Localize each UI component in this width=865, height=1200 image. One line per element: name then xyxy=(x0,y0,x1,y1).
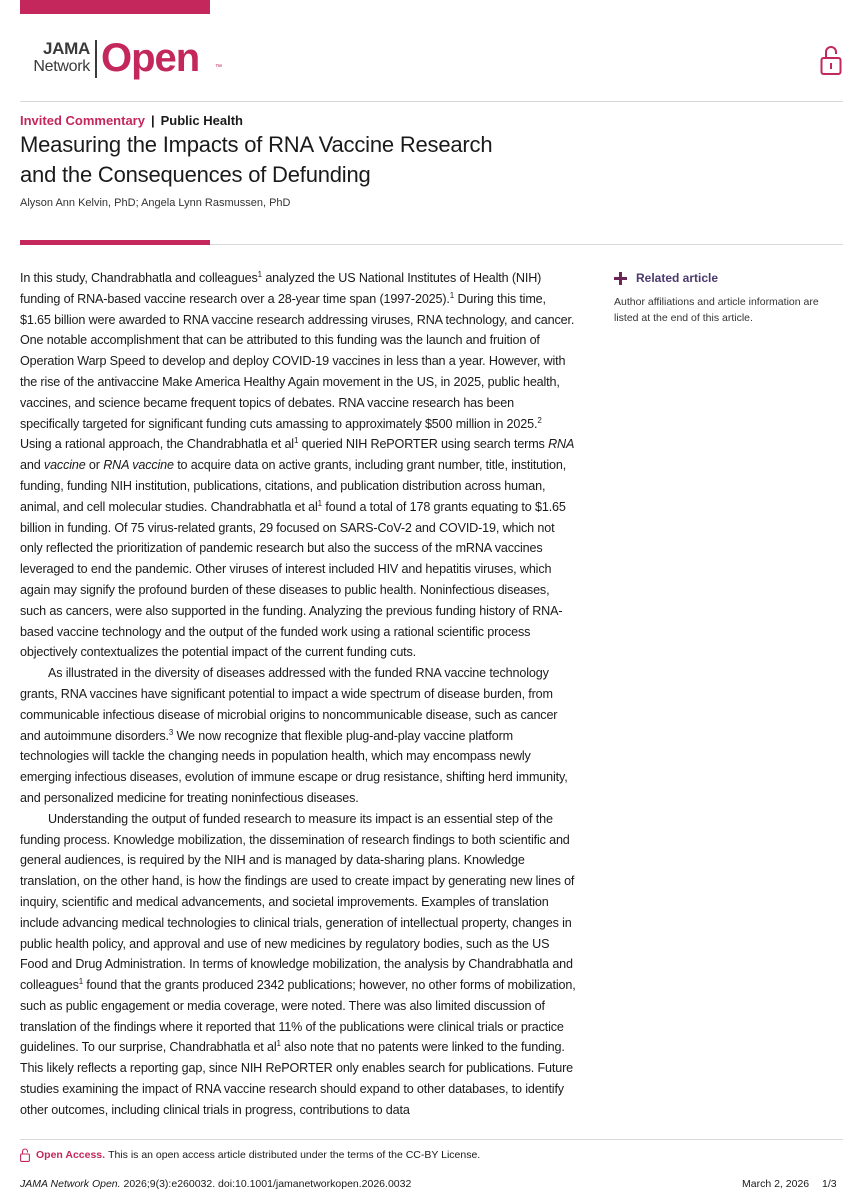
article-title xyxy=(20,130,580,190)
logo-line-jama: JAMA xyxy=(43,39,90,58)
jama-network-open-logo[interactable] xyxy=(18,38,238,82)
page-number: 1/3 xyxy=(822,1178,837,1190)
paragraph-2: As illustrated in the diversity of diseases addressed with the funded RNA vaccine technology grants, RNA vaccines have significant potential to impact a wide spectrum of disease burden, from communicable infectious disease of microbial origins to noncommunicable disease, such as cancer and autoimmune disorders.$^3$ We now recognize that flexible plug-and-play vaccine platform technologies will tackle the changing needs in population health, which may encompass newly emerging infectious diseases, evolution of immune escape or drug resistance, shifting herd immunity, and personalized medicine for treating noninfectious diseases. xyxy=(20,666,568,805)
author-list: Alyson Ann Kelvin, PhD; Angela Lynn Rasmussen, PhD xyxy=(20,197,291,209)
citation-doi: 2026;9(3):e260032. doi:10.1001/jamanetworkopen.2026.0032 xyxy=(123,1178,412,1190)
citation-ref[interactable]: 1 xyxy=(317,498,322,508)
citation-ref[interactable]: 1 xyxy=(78,976,84,986)
open-lock-icon xyxy=(820,44,842,76)
open-access-notice xyxy=(20,1148,480,1162)
logo-trademark: ™ xyxy=(215,64,222,71)
open-access-text: This is an open access article distributed under the terms of the CC-BY License. xyxy=(108,1149,481,1161)
title-accent-bar xyxy=(20,240,210,245)
topic-label[interactable]: Public Health xyxy=(160,113,243,128)
open-access-label[interactable]: Open Access. xyxy=(36,1149,106,1161)
top-accent-bar xyxy=(20,0,210,14)
citation-ref[interactable]: 1 xyxy=(449,290,455,300)
related-article-link[interactable] xyxy=(614,271,844,285)
article-body xyxy=(20,268,576,1121)
journal-name: JAMA Network Open. xyxy=(20,1178,121,1190)
citation-ref[interactable]: 2 xyxy=(537,415,542,425)
paragraph-3: Understanding the output of funded research to measure its impact is an essential step of the funding process. Knowledge mobilization, the dissemination of research findings to both scientific and general audiences, is required by the NIH and is managed by data-sharing plans. Knowledge translation, on the other hand, is how the findings are used to create impact by generating new lines of inquiry, scientific and medical advancements, and societal improvements. Examples of translation include advancing medical technologies to clinical trials, generation of intellectual property, changes in public health policy, and approval and use of new medicines by regulatory bodies, such as the US Food and Drug Administration. In terms of knowledge mobilization, the analysis by Chandrabhatla and colleagues$^1$ found that the grants produced 2342 publications; however, no other forms of mobilization, such as public engagement or media coverage, were noted. There was also limited discussion of translation of the findings where it reported that 11% of the publications were clinical trials or practice guidelines. To our surprise, Chandrabhatla et $al^1$ also note that no patents were linked to the funding. This likely reflects a reporting gap, since NIH RePORTER only enables search for publications. Future studies examining the impact of RNA vaccine research should expand to other databases, to identify other outcomes, including clinical trials in progress, contributions to data xyxy=(20,811,576,1117)
logo-open: Open xyxy=(101,36,200,80)
header-divider xyxy=(20,101,843,102)
open-access-lock-icon xyxy=(20,1148,30,1162)
title-line-2: and the Consequences of Defunding xyxy=(20,162,371,187)
footer-divider xyxy=(20,1139,843,1140)
sidebar xyxy=(614,271,844,326)
publication-date: March 2, 2026 xyxy=(742,1178,810,1190)
italic-term: RNA xyxy=(548,437,575,452)
citation-line xyxy=(20,1177,411,1191)
article-kicker xyxy=(20,113,243,129)
citation-ref[interactable]: 1 xyxy=(257,269,262,279)
kicker-separator: | xyxy=(150,113,155,128)
title-line-1: Measuring the Impacts of RNA Vaccine Research xyxy=(20,132,493,157)
citation-ref[interactable]: 1 xyxy=(293,436,299,446)
logo-wordmark xyxy=(18,40,90,76)
italic-term: vaccine xyxy=(43,458,86,473)
citation-ref[interactable]: 3 xyxy=(168,727,174,737)
author-info-note: Author affiliations and article information are listed at the end of this article. xyxy=(614,296,819,324)
plus-icon xyxy=(614,272,627,285)
italic-term: RNA vaccine xyxy=(103,458,174,473)
paragraph-1: In this study, Chandrabhatla and colleagues$^1$ analyzed the US National Institutes of Health (NIH) funding of RNA-based vaccine research over a 28-year time span (1997-2025).$^1$ During this time, $1.65 billion were awarded to RNA vaccine research addressing viruses, RNA technology, and cancer. One notable accomplishment that can be attributed to this funding was the launch and fruition of Operation Warp Speed to develop and deploy COVID-19 vaccines in less than a year. However, with the rise of the antivaccine Make America Healthy Again movement in the US, in 2025, public health, vaccines, and science became frequent topics of debates. RNA vaccine research has been specifically targeted for significant funding cuts amassing to approximately $500 million in 2025.$^2$ Using a rational approach, the Chandrabhatla et $al^1$ queried NIH RePORTER using search terms RNA and vaccine or RNA vaccine to acquire data on active grants, including grant number, title, institution, funding, funding NIH institution, publications, citations, and publication distribution across human, animal, and cell molecular studies. Chandrabhatla et $al^1$ found a total of 178 grants equating to $1.65 billion in funding. Of 75 virus-related grants, 29 focused on SARS-CoV-2 and COVID-19, which not only reflected the prioritization of pandemic research but also the success of the mRNA vaccines leveraged to end the pandemic. Other viruses of interest included HIV and hepatitis viruses, which again may signify the profound burden of these diseases to public health. Noninfectious diseases, such as cancers, were also supported in the funding. Analyzing the previous funding history of RNA-based vaccine technology and the output of the funded work using a rational scientific process objectively contextualizes the potential impact of the current funding cuts. xyxy=(20,269,575,660)
logo-divider xyxy=(95,40,97,78)
section-label[interactable]: Invited Commentary xyxy=(20,113,145,128)
related-article-label: Related article xyxy=(636,271,719,285)
citation-ref[interactable]: 1 xyxy=(276,1039,281,1049)
logo-line-network: Network xyxy=(33,58,90,75)
